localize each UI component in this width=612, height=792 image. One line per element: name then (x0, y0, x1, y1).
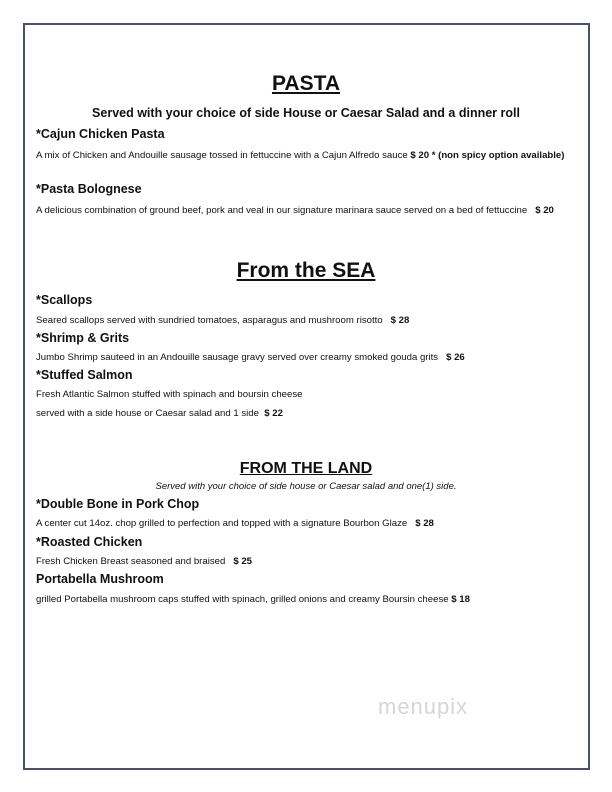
watermark-logo: menupix (378, 694, 469, 719)
item-name: *Cajun Chicken Pasta (36, 127, 165, 141)
item-description: A center cut 14oz. chop grilled to perfection and topped with a signature Bourbon Glaze $ 28 (36, 518, 434, 529)
item-name: *Scallops (36, 293, 93, 307)
item-name: *Stuffed Salmon (36, 368, 133, 382)
item-price: $ 25 (233, 556, 253, 567)
item-price: $ 20 (535, 205, 554, 216)
section-title-pasta: PASTA (271, 72, 341, 95)
section-title-sea: From the SEA (236, 259, 376, 282)
item-description: Fresh Chicken Breast seasoned and braised $ 25 (36, 556, 253, 567)
item-name: *Shrimp & Grits (36, 331, 130, 345)
item-name: *Double Bone in Pork Chop (36, 497, 200, 511)
item-price: $ 22 (264, 408, 283, 419)
item-description: Jumbo Shrimp sauteed in an Andouille sausage gravy served over creamy smoked gouda grits $ 26 (36, 352, 465, 363)
item-description-2: served with a side house or Caesar salad and 1 side $ 22 (36, 408, 283, 419)
item-price: $ 26 (446, 352, 465, 363)
item-price: $ 28 (415, 518, 434, 529)
item-price: $ 18 (451, 594, 470, 605)
item-name: *Roasted Chicken (36, 535, 143, 549)
item-description: A mix of Chicken and Andouille sausage tossed in fettuccine with a Cajun Alfredo sauce $ 20 * (non spicy option available) (36, 150, 565, 161)
item-description: Fresh Atlantic Salmon stuffed with spinach and boursin cheese (36, 389, 303, 400)
section-subtitle-land: Served with your choice of side house or Caesar salad and one(1) side. (155, 481, 457, 492)
section-subtitle-pasta: Served with your choice of side House or Caesar Salad and a dinner roll (92, 106, 520, 120)
item-name: *Pasta Bolognese (36, 182, 142, 196)
item-description: Seared scallops served with sundried tomatoes, asparagus and mushroom risotto $ 28 (36, 315, 410, 326)
item-description: A delicious combination of ground beef, pork and veal in our signature marinara sauce served on a bed of fettuccine $ 20 (36, 205, 554, 216)
item-price: $ 28 (390, 315, 410, 326)
item-price: $ 20 * (non spicy option available) (410, 150, 565, 161)
item-name: Portabella Mushroom (36, 572, 164, 586)
section-title-land: FROM THE LAND (239, 460, 373, 477)
item-description: grilled Portabella mushroom caps stuffed with spinach, grilled onions and creamy Boursin cheese $ 18 (36, 594, 470, 605)
